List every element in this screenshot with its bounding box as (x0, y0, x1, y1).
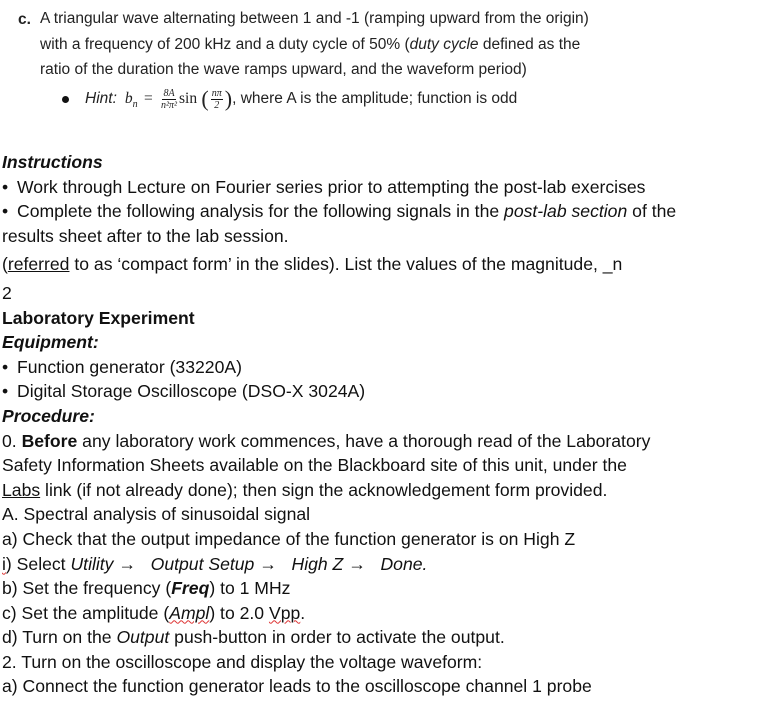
labs-link-text: Labs (2, 479, 41, 500)
high-z-term: High Z (291, 553, 344, 574)
step-0-text-c: link (if not already done); then sign the acknowledgement form provided. (40, 479, 608, 500)
section-a-title: A. Spectral analysis of sinusoidal signal (2, 504, 311, 525)
arrow-right-icon: → (348, 553, 366, 574)
step-c-text-a: c) Set the amplitude ( (2, 602, 170, 623)
number-two: 2 (2, 282, 12, 303)
equipment-item-1 (2, 355, 758, 380)
hint-denominator: n²π² (161, 99, 178, 111)
question-line-2-end: defined as the (478, 36, 581, 53)
vpp-term: Vpp (268, 602, 301, 623)
paren-open-icon: ( (201, 86, 209, 111)
hint-fraction (161, 88, 177, 111)
equipment-item-1-text: Function generator (33220A) (17, 356, 242, 377)
referred-word: referred (7, 254, 70, 275)
instructions-bullet-2-cont: results sheet after to the lab session. (2, 225, 289, 246)
arrow-right-icon: → (118, 553, 136, 574)
referred-text: to as ‘compact form’ in the slides). List the values of the magnitude, _n (69, 254, 623, 275)
instructions-bullet-2 (2, 199, 758, 224)
referred-line (2, 252, 758, 277)
hint-label: Hint: (85, 90, 117, 108)
bullet-icon (62, 96, 69, 103)
freq-term: Freq (171, 578, 210, 599)
procedure-heading: Procedure: (2, 405, 95, 426)
hint-sin: sin (179, 90, 198, 108)
done-term: Done. (380, 553, 428, 574)
referred-open: ( (2, 254, 8, 275)
ampl-term: Ampl (169, 602, 210, 623)
hint-numerator: 8A (163, 87, 175, 99)
instructions-bullet-1 (2, 175, 758, 200)
hint-equals: = (143, 90, 153, 108)
question-line-1: A triangular wave alternating between 1 and -1 (ramping upward from the origin) (40, 10, 589, 27)
step-b-text-a: b) Set the frequency ( (2, 578, 172, 599)
utility-term: Utility (70, 553, 114, 574)
step-d-text-a: d) Turn on the (2, 627, 117, 648)
step-i-label: i (2, 553, 6, 574)
step-2-a: a) Connect the function generator leads to the oscilloscope channel 1 probe (2, 676, 592, 697)
step-0-line-3 (2, 478, 758, 503)
question-line-2 (40, 36, 580, 54)
hint-arg-denominator: 2 (214, 99, 220, 111)
post-lab-term: post-lab section (504, 201, 628, 222)
hint-tail: , where A is the amplitude; function is odd (232, 90, 518, 108)
paren-close-icon: ) (224, 86, 233, 111)
arrow-right-icon: → (259, 553, 277, 574)
bullet-icon: • (2, 176, 9, 197)
equipment-item-2-text: Digital Storage Oscilloscope (DSO-X 3024A) (17, 381, 366, 402)
lab-heading: Laboratory Experiment (2, 307, 195, 328)
equipment-item-2 (2, 379, 758, 404)
bullet-icon: • (2, 356, 9, 377)
duty-cycle-term: duty cycle (409, 36, 479, 53)
output-setup-term: Output Setup (150, 553, 255, 574)
step-a-a: a) Check that the output impedance of the function generator is on High Z (2, 528, 576, 549)
bullet-1-text: Work through Lecture on Fourier series prior to attempting the post-lab exercises (17, 176, 646, 197)
step-d-text-b: push-button in order to activate the output. (169, 627, 505, 648)
step-0-text-a: any laboratory work commences, have a thorough read of the Laboratory (77, 430, 651, 451)
instructions-heading-text: Instructions (2, 152, 103, 172)
question-label: c. (18, 11, 31, 28)
step-b-text-b: ) to 1 MHz (209, 578, 291, 599)
step-c (2, 601, 758, 626)
step-b (2, 576, 758, 601)
step-2: 2. Turn on the oscilloscope and display the voltage waveform: (2, 651, 483, 672)
hint-lhs: b (124, 90, 133, 108)
step-0-line-2: Safety Information Sheets available on the Blackboard site of this unit, under the (2, 455, 627, 476)
bullet-icon: • (2, 201, 9, 222)
step-0-line-1 (2, 429, 758, 454)
step-c-period: . (300, 602, 306, 623)
question-line-3: ratio of the duration the wave ramps upward, and the waveform period) (40, 61, 527, 78)
bullet-2-text-b: of the (627, 201, 677, 222)
hint-arg-fraction (211, 88, 223, 111)
hint-arg-numerator: nπ (211, 87, 222, 99)
step-d (2, 625, 758, 650)
hint-line (62, 86, 517, 112)
step-i-select: ) Select (5, 553, 71, 574)
document-body (2, 150, 758, 699)
instructions-heading (2, 150, 758, 175)
equipment-heading: Equipment: (2, 332, 99, 353)
hint-sub: n (132, 99, 138, 111)
step-c-text-b: ) to 2.0 (209, 602, 269, 623)
step-0-before: Before (21, 430, 78, 451)
step-i (2, 552, 758, 577)
bullet-icon: • (2, 381, 9, 402)
step-0-number: 0. (2, 430, 22, 451)
output-term: Output (116, 627, 170, 648)
question-line-2-text: with a frequency of 200 kHz and a duty cycle of 50% ( (40, 36, 410, 53)
bullet-2-text-a: Complete the following analysis for the following signals in the (17, 201, 505, 222)
